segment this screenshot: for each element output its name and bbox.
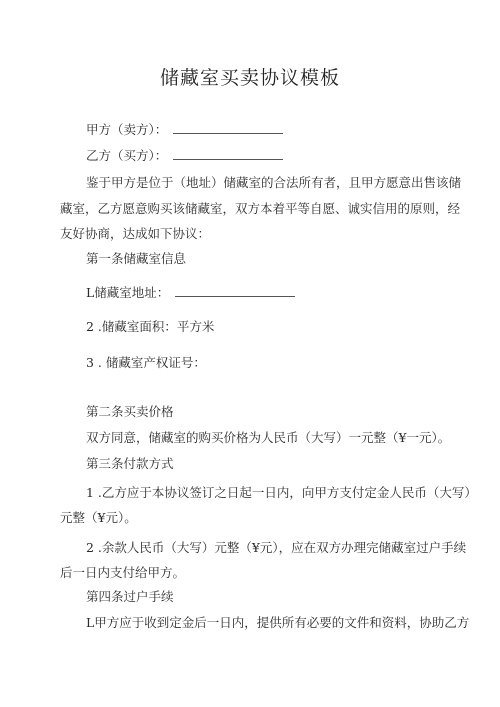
article2-text: 双方同意，储藏室的购买价格为人民币（大写）一元整（¥一元）。 xyxy=(86,430,451,445)
article3-item1-line2: 元整（¥元）。 xyxy=(60,510,137,525)
party-a-label: 甲方（卖方）： xyxy=(86,122,168,137)
party-a-blank xyxy=(173,121,283,134)
party-b-blank xyxy=(173,147,283,160)
article3-item2-line1: 2 .余款人民币（大写）元整（¥元），应在双方办理完储藏室过户手续 xyxy=(86,540,467,555)
storage-address-blank xyxy=(175,284,295,297)
article1-item3: 3 . 储藏室产权证号： xyxy=(86,355,206,370)
preamble-line-1: 鉴于甲方是位于（地址）储藏室的合法所有者，且甲方愿意出售该储 xyxy=(86,175,462,190)
article3-item1-line1: 1 .乙方应于本协议签订之日起一日内，向甲方支付定金人民币（大写） xyxy=(86,485,477,500)
article2-heading: 第二条买卖价格 xyxy=(86,404,174,419)
article1-item1 xyxy=(86,284,295,301)
preamble-line-2: 藏室，乙方愿意购买该储藏室，双方本着平等自愿、诚实信用的原则，经 xyxy=(60,201,461,216)
storage-address-label: L储藏室地址： xyxy=(86,285,170,300)
party-a-line xyxy=(86,121,283,138)
article1-heading: 第一条储藏室信息 xyxy=(86,251,187,266)
party-b-line xyxy=(86,147,283,164)
document-title: 储藏室买卖协议模板 xyxy=(159,67,340,89)
article3-item2-line2: 后一日内支付给甲方。 xyxy=(60,565,186,580)
party-b-label: 乙方（买方）： xyxy=(86,148,168,163)
article1-item2: 2 .储藏室面积：平方米 xyxy=(86,319,215,334)
article4-heading: 第四条过户手续 xyxy=(86,589,174,604)
article3-heading: 第三条付款方式 xyxy=(86,456,174,471)
preamble-line-3: 友好协商，达成如下协议： xyxy=(60,226,211,241)
article4-item1: L甲方应于收到定金后一日内，提供所有必要的文件和资料，协助乙方 xyxy=(86,615,470,630)
